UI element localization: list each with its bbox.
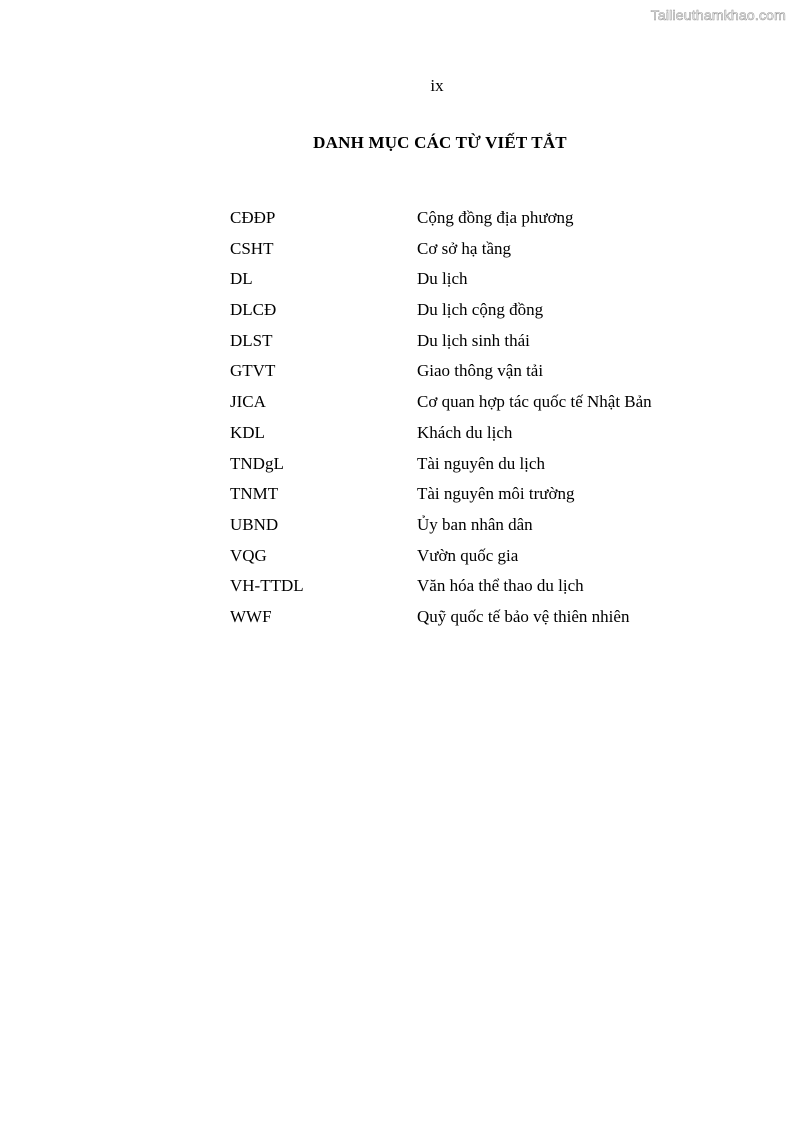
abbreviation-meaning: Khách du lịch bbox=[417, 422, 513, 442]
abbreviation-code: WWF bbox=[230, 606, 272, 626]
abbreviation-row bbox=[230, 422, 750, 453]
abbreviation-row bbox=[230, 483, 750, 514]
watermark: Tailieuthamkhao.com bbox=[650, 7, 786, 23]
abbreviation-meaning: Vườn quốc gia bbox=[417, 545, 519, 565]
abbreviation-row bbox=[230, 545, 750, 576]
abbreviation-code: DLCĐ bbox=[230, 300, 277, 320]
abbreviation-row bbox=[230, 391, 750, 422]
abbreviation-meaning: Cộng đồng địa phương bbox=[417, 208, 574, 227]
abbreviation-code: CSHT bbox=[230, 238, 274, 258]
abbreviation-code: VQG bbox=[230, 545, 267, 565]
abbreviation-row bbox=[230, 360, 750, 391]
abbreviation-meaning: Tài nguyên môi trường bbox=[417, 484, 575, 504]
abbreviation-meaning: Du lịch bbox=[417, 269, 468, 289]
abbreviation-row bbox=[230, 299, 750, 330]
abbreviation-row bbox=[230, 268, 750, 299]
page-number: ix bbox=[430, 76, 444, 95]
abbreviation-code: GTVT bbox=[230, 361, 276, 381]
abbreviation-meaning: Du lịch sinh thái bbox=[417, 330, 530, 350]
page-title: DANH MỤC CÁC TỪ VIẾT TẮT bbox=[313, 133, 567, 152]
abbreviation-row bbox=[230, 514, 750, 545]
abbreviation-code: DL bbox=[230, 269, 253, 289]
abbreviation-code: TNDgL bbox=[230, 453, 284, 473]
abbreviation-meaning: Giao thông vận tải bbox=[417, 361, 544, 381]
abbreviation-row bbox=[230, 238, 750, 269]
abbreviation-meaning: Tài nguyên du lịch bbox=[417, 453, 545, 473]
abbreviation-meaning: Văn hóa thể thao du lịch bbox=[417, 576, 584, 596]
abbreviation-row bbox=[230, 575, 750, 606]
abbreviation-meaning: Ủy ban nhân dân bbox=[417, 514, 533, 534]
abbreviation-code: KDL bbox=[230, 422, 265, 442]
abbreviation-code: DLST bbox=[230, 330, 273, 350]
abbreviation-code: UBND bbox=[230, 514, 279, 534]
abbreviation-meaning: Cơ quan hợp tác quốc tế Nhật Bản bbox=[417, 392, 652, 412]
abbreviation-code: VH-TTDL bbox=[230, 576, 304, 596]
abbreviation-code: JICA bbox=[230, 392, 266, 412]
abbreviation-row bbox=[230, 330, 750, 361]
abbreviation-meaning: Cơ sở hạ tầng bbox=[417, 238, 511, 258]
abbreviation-row bbox=[230, 453, 750, 484]
abbreviation-list bbox=[230, 207, 750, 637]
abbreviation-code: TNMT bbox=[230, 484, 279, 504]
abbreviation-meaning: Quỹ quốc tế bảo vệ thiên nhiên bbox=[417, 606, 630, 626]
abbreviation-row bbox=[230, 207, 750, 238]
abbreviation-code: CĐĐP bbox=[230, 208, 276, 227]
abbreviation-meaning: Du lịch cộng đồng bbox=[417, 300, 544, 320]
abbreviation-row bbox=[230, 606, 750, 637]
